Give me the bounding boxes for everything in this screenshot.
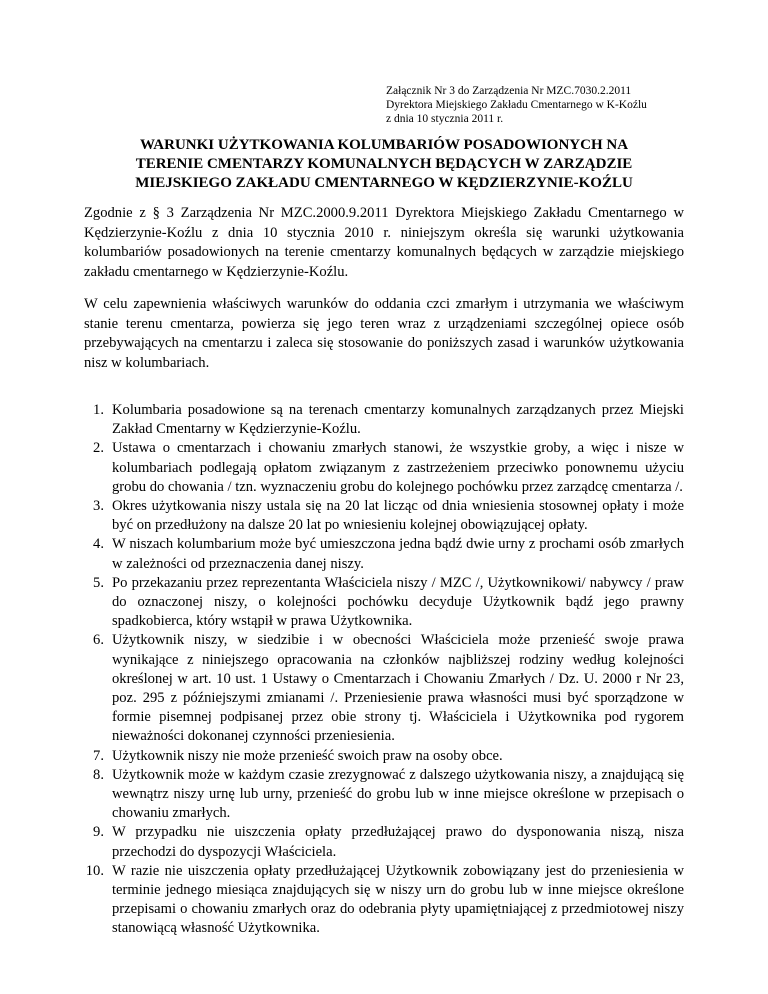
list-item: [84, 535, 684, 573]
attachment-note-line-2: Dyrektora Miejskiego Zakładu Cmentarnego w K-Koźlu: [386, 99, 647, 111]
list-item-text: Użytkownik może w każdym czasie zrezygnować z dalszego użytkowania niszy, a znajdującą się wewnątrz niszy urnę lub urny, przenieść do grobu lub w inne miejsce określone w przepisach o chowaniu zmarłych.: [112, 766, 684, 822]
list-item: [84, 574, 684, 632]
list-item-text: Ustawa o cmentarzach i chowaniu zmarłych stanowi, że wszystkie groby, a więc i nisze w kolumbariach podlegają opłatom związanym z zastrzeżeniem przeciwko ponownemu użyciu grobu do chowania / tzn. wyznaczeniu grobu do kolejnego pochówku przez zarządcę cmentarza /.: [112, 440, 684, 495]
list-item: [84, 497, 684, 535]
attachment-note-line-3: z dnia 10 stycznia 2011 r.: [386, 113, 504, 125]
list-item-number: 4.: [93, 536, 104, 553]
list-item: [84, 631, 684, 746]
list-item-number: 1.: [93, 402, 104, 418]
list-item-number: 9.: [93, 824, 104, 841]
list-item-text: W niszach kolumbarium może być umieszczona jedna bądź dwie urny z prochami osób zmarłych w zależności od przeznaczenia danej niszy.: [112, 536, 684, 572]
list-item: [84, 401, 684, 439]
document-title-line-2: TERENIE CMENTARZY KOMUNALNYCH BĘDĄCYCH W ZARZĄDZIE: [135, 156, 633, 172]
rules-list: [84, 401, 684, 939]
list-item-text: Po przekazaniu przez reprezentanta Właściciela niszy / MZC /, Użytkownikowi/ nabywcy / praw do oznaczonej niszy, o kolejności pochówku decyduje Użytkownik bądź jego prawny spadkobierca, który wstąpił w prawa Użytkownika.: [112, 574, 684, 630]
list-item-number: 2.: [93, 440, 104, 457]
document-title-line-3: MIEJSKIEGO ZAKŁADU CMENTARNEGO W KĘDZIERZYNIE-KOŹLU: [135, 175, 633, 191]
list-item-text: Użytkownik niszy nie może przenieść swoich praw na osoby obce.: [112, 747, 503, 764]
list-item-text: Użytkownik niszy, w siedzibie i w obecności Właściciela może przenieść swoje prawa wynikające z niniejszego opracowania na członków najbliższej rodziny według kolejności określonej w art. 10 ust. 1 Ustawy o Cmentarzach i Chowaniu Zmarłych / Dz. U. 2000 r Nr 23, poz. 295 z późniejszymi zmianami /. Przeniesienie prawa własności musi być sporządzone w formie pisemnej podpisanej przez obie strony tj. Właściciela i Użytkownika pod rygorem nieważności dokonanej czynności przeniesienia.: [112, 632, 684, 745]
list-item: [84, 747, 684, 766]
list-item: [84, 439, 684, 497]
intro-paragraph: Zgodnie z § 3 Zarządzenia Nr MZC.2000.9.2011 Dyrektora Miejskiego Zakładu Cmentarnego w Kędzierzynie-Koźlu z dnia 10 stycznia 2010 r. niniejszym określa się warunki użytkowania kolumbariów posadowionych na terenie cmentarzy komunalnych będących w zarządzie miejskiego zakładu cmentarnego w Kędzierzynie-Koźlu.: [84, 205, 684, 280]
list-item: [84, 766, 684, 824]
list-item-text: W razie nie uiszczenia opłaty przedłużającej Użytkownik zobowiązany jest do przeniesienia w terminie jednego miesiąca znajdujących się w niszy urn do grobu lub w inne miejsce określone przepisami o chowaniu zmarłych oraz do odebrania płyty upamiętniającej z przedmiotowej niszy stanowiącą własność Użytkownika.: [112, 862, 684, 937]
list-item-text: Kolumbaria posadowione są na terenach cmentarzy komunalnych zarządzanych przez Miejski Zakład Cmentarny w Kędzierzynie-Koźlu.: [112, 402, 684, 438]
list-item-number: 3.: [93, 498, 104, 515]
document-title: [84, 136, 684, 193]
attachment-note-line-1: Załącznik Nr 3 do Zarządzenia Nr MZC.7030.2.2011: [386, 85, 632, 97]
list-item-number: 6.: [93, 632, 104, 649]
list-item: [84, 823, 684, 861]
list-item-text: W przypadku nie uiszczenia opłaty przedłużającej prawo do dysponowania niszą, nisza przechodzi do dyspozycji Właściciela.: [112, 824, 684, 860]
list-item-number: 7.: [93, 747, 104, 764]
list-item-number: 5.: [93, 574, 104, 591]
list-item-number: 10.: [85, 862, 104, 879]
list-item-text: Okres użytkowania niszy ustala się na 20 lat licząc od dnia wniesienia stosownej opłaty i może być on przedłużony na dalsze 20 lat po wniesieniu kolejnej obowiązującej opłaty.: [112, 498, 684, 534]
attachment-note: [386, 84, 726, 126]
list-item: [84, 862, 684, 939]
document-title-line-1: WARUNKI UŻYTKOWANIA KOLUMBARIÓW POSADOWIONYCH NA: [139, 137, 629, 153]
list-item-number: 8.: [93, 766, 104, 783]
purpose-paragraph: W celu zapewnienia właściwych warunków do oddania czci zmarłym i utrzymania we właściwym stanie terenu cmentarza, powierza się jego teren wraz z urządzeniami szczególnej opiece osób przebywających na cmentarzu i zaleca się stosowanie do poniższych zasad i warunków użytkowania nisz w kolumbariach.: [84, 296, 684, 371]
